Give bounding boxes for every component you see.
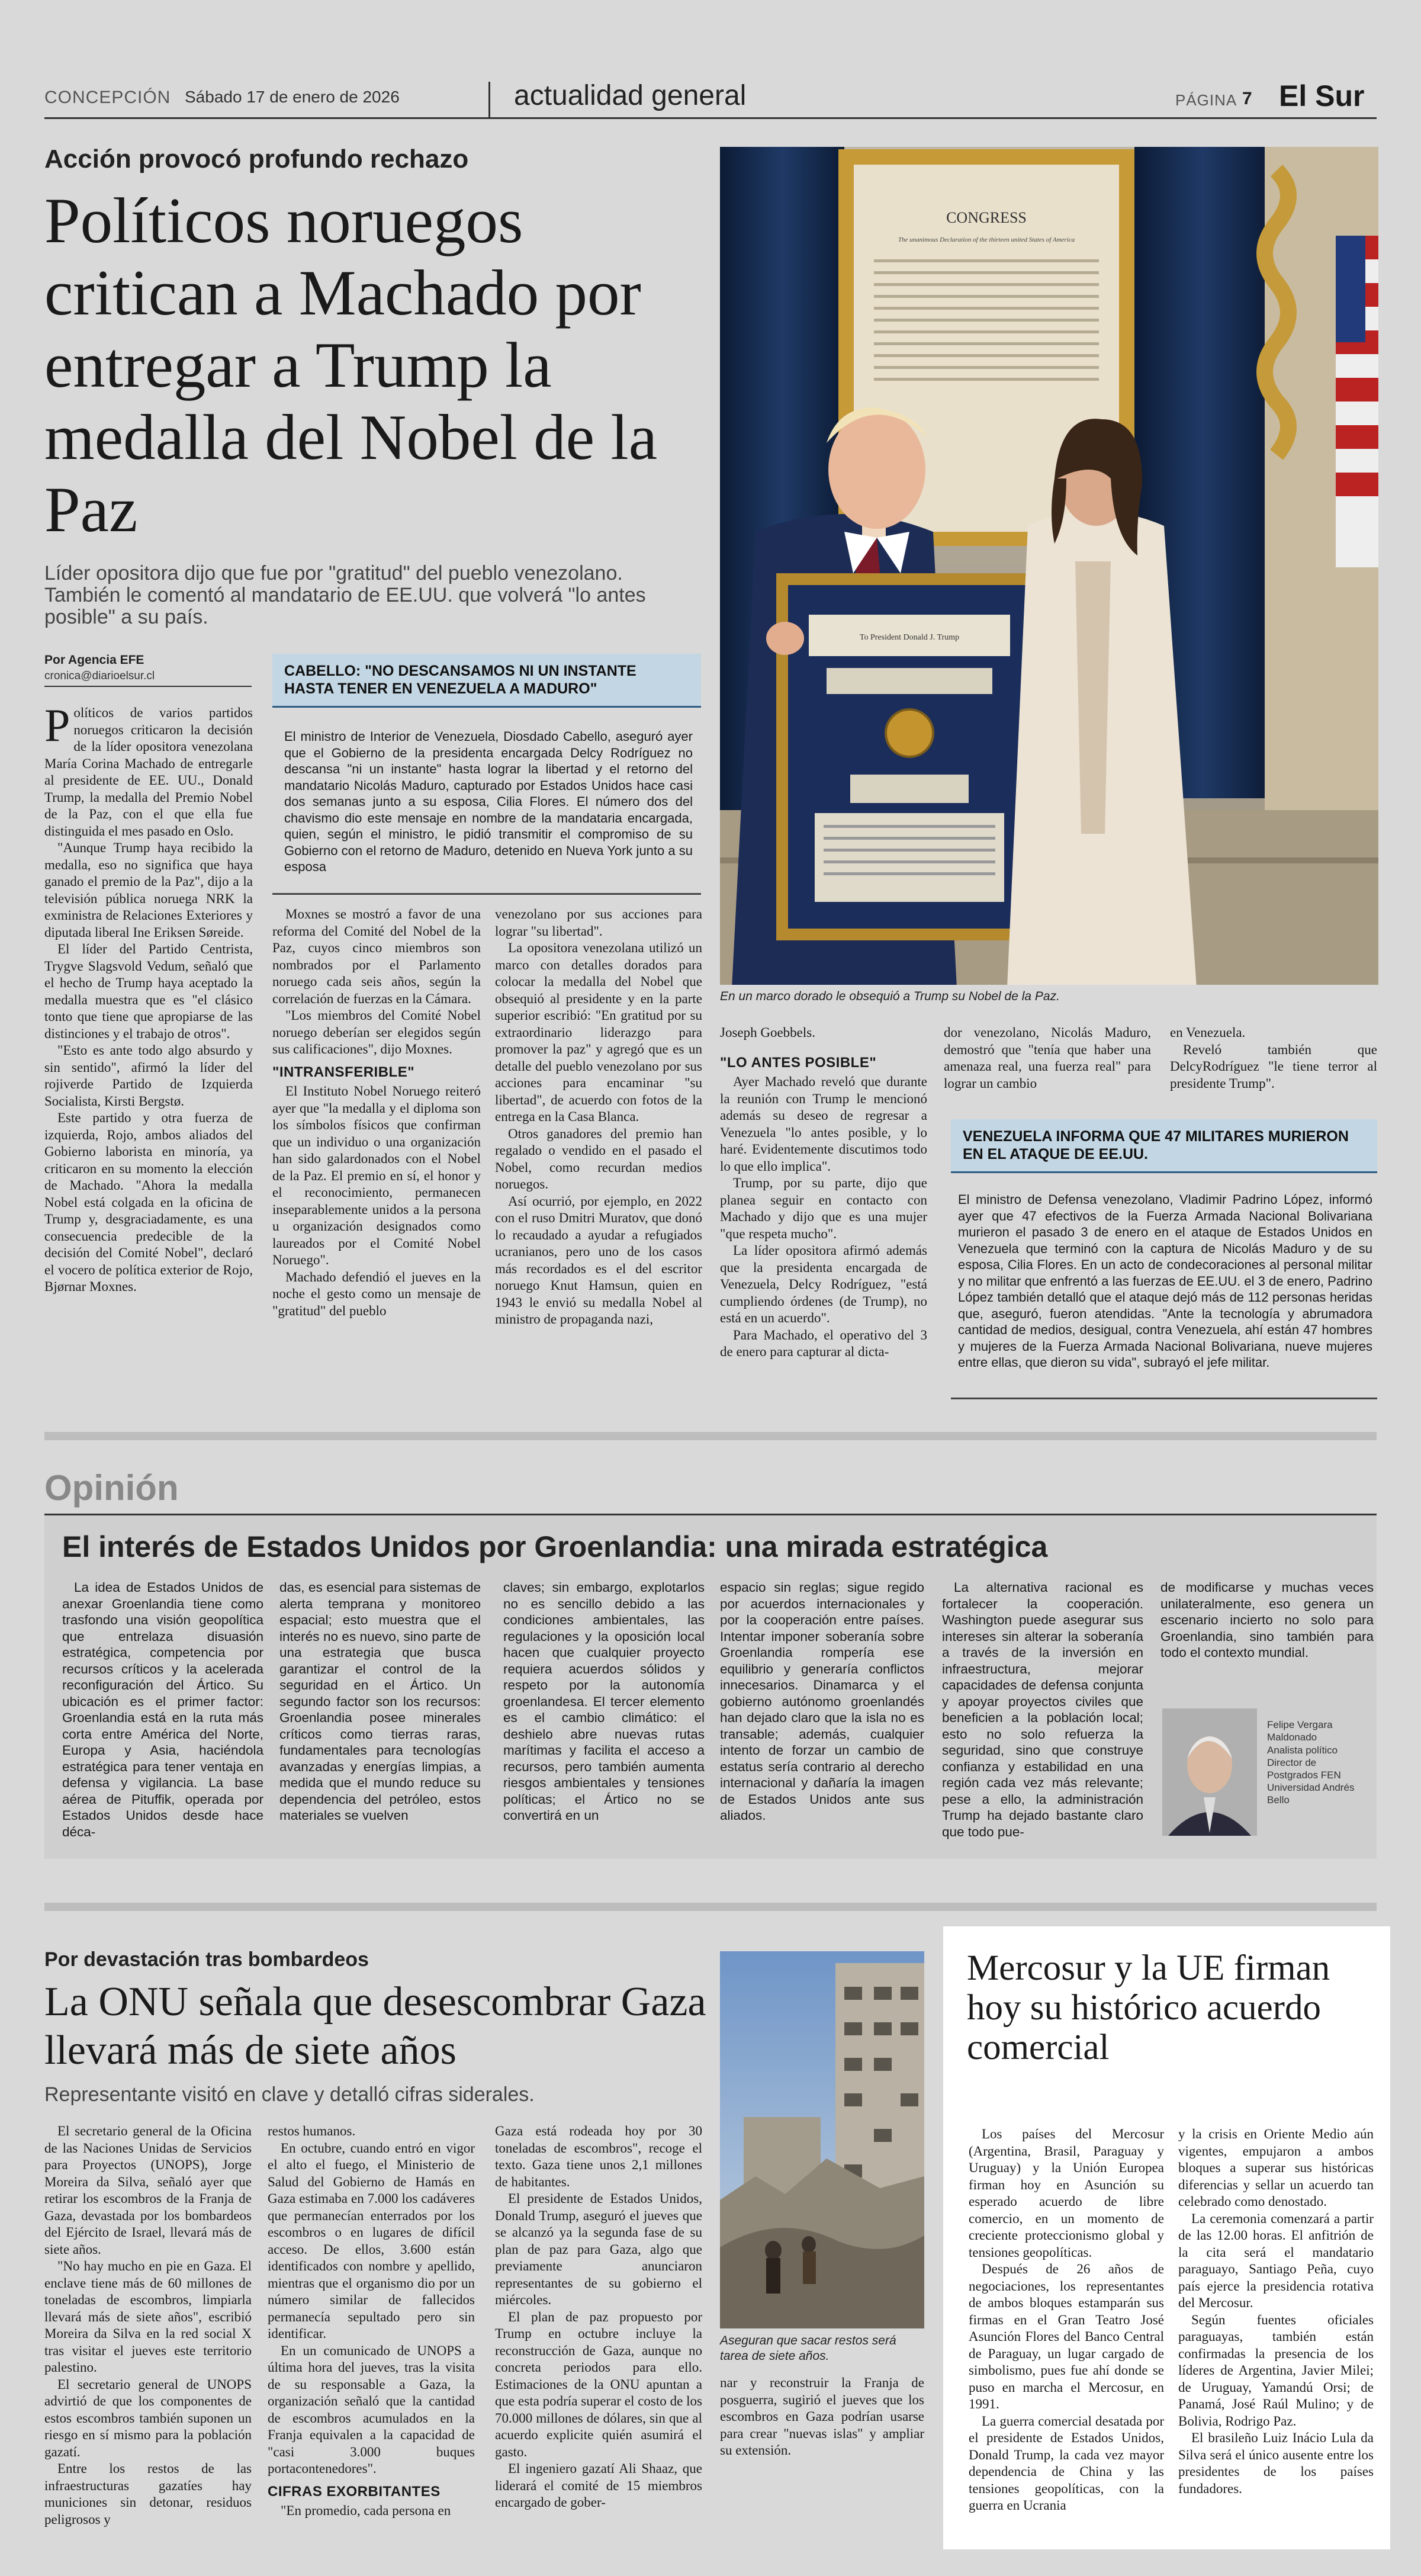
lead-col4-para-5: Para Machado, el operativo del 3 de enero para capturar al dicta-	[720, 1327, 927, 1359]
lead-col2-para-3: El Instituto Nobel Noruego reiteró ayer que "la medalla y el diploma son los símbolos físicos que confirman que un individuo o una organización han sido galardonados con el Nobel de la Paz. El premio en sí, el honor y el reconocimiento, permanecen inseparablemente unidos a la persona u organización designados como laureados por el Comité Nobel Noruego".	[272, 1084, 481, 1267]
lead-col2-subhead: "INTRANSFERIBLE"	[272, 1064, 415, 1080]
lead-headline: Políticos noruegos critican a Machado por entregar a Trump la medalla del Nobel de la Paz	[44, 185, 658, 545]
mercosur-col1-para-2: Después de 26 años de negociaciones, los representantes de ambos bloques estamparán sus firmas en el Gran Teatro José Asunción Flores del Banco Central de Paraguay, un lugar cargado de simbolismo, pues fue ahí donde se puso en marcha el Mercosur, en 1991.	[969, 2262, 1164, 2411]
mercosur-column-2	[1178, 2126, 1374, 2535]
lead-deck: Líder opositora dijo que fue por "gratitud" del pueblo venezolano. También le comentó al mandatario de EE.UU. que volverá "lo antes posible" a su país.	[44, 562, 646, 628]
gaza-col2-para-3: En un comunicado de UNOPS a última hora del jueves, tras la visita de su responsable a Gaza, la organización señaló que la cantidad de escombros acumulados en la Franja equivalen a la capacidad de "casi 3.000 buques portacontenedores".	[268, 2343, 475, 2476]
gaza-column-1	[44, 2123, 252, 2535]
masthead: El Sur	[1279, 79, 1365, 113]
lead-col6-para-1: en Venezuela.	[1170, 1025, 1246, 1040]
page-number: 7	[1242, 89, 1252, 108]
lead-column-4	[720, 1024, 927, 1415]
lead-col1-para-2: "Aunque Trump haya recibido la medalla, eso no significa que haya ganado el premio de la Paz", dijo a la televisión pública noruega NRK la exministra de Relaciones Exteriores y diputada liberal Ine Eriksen Søreide.	[44, 840, 253, 940]
lead-col1-para-4: "Esto es ante todo algo absurdo y sin sentido", afirmó la líder del rojiverde Partido de Izquierda Socialista, Kirsti Bergstø.	[44, 1043, 253, 1109]
header-rule	[44, 117, 1377, 119]
section-title: actualidad general	[514, 80, 747, 111]
military-box-title: VENEZUELA INFORMA QUE 47 MILITARES MURIERON EN EL ATAQUE DE EE.UU.	[951, 1119, 1377, 1173]
lead-col3-para-3: Otros ganadores del premio han regalado o vendido en el pasado el Nobel, como recurdan medios noruegos.	[495, 1126, 702, 1191]
opinion-col4-text: espacio sin reglas; sigue regido por acuerdos internacionales y por la cooperación entre países. Intentar imponer soberanía sobre Groenlandia rompería ese equilibrio y generaría conflictos innecesarios. Dinamarca y el gobierno autónomo groenlandés han dejado claro que la isla no es transable; además, cualquier intento de forzar un cambio de estatus sería contrario al derecho internacional y dañaría la imagen de Estados Unidos ante sus aliados.	[720, 1580, 924, 1823]
cabello-box-rule	[272, 893, 701, 895]
gaza-col1-para-3: El secretario general de UNOPS advirtió de que los componentes de estos escombros también suponen un riesgo en sí mismo para la población gazatí.	[44, 2376, 252, 2459]
header-date: Sábado 17 de enero de 2026	[185, 88, 400, 106]
gaza-column-3	[495, 2123, 702, 2535]
photo-congress-subtitle: The unanimous Declaration of the thirteen united States of America	[898, 236, 1075, 243]
gaza-column-4	[720, 2375, 924, 2535]
lead-col5-para-1: dor venezolano, Nicolás Maduro, demostró que "tenía que haber una amenaza real, una fuerza real" para lograr un cambio	[944, 1025, 1151, 1091]
mercosur-col2-para-1: y la crisis en Oriente Medio aún vigentes, empujaron a ambos bloques a superar sus históricas diferencias y sellar un acuerdo tan celebrado como denostado.	[1178, 2127, 1374, 2209]
gaza-column-2	[268, 2123, 475, 2535]
lead-photo-illustration	[720, 147, 1378, 985]
lead-col1-para-1-text: olíticos de varios partidos noruegos criticaron la decisión de la líder opositora venezolana María Corina Machado de entregarle al presidente de EE. UU., Donald Trump, la medalla del Premio Nobel de la Paz, con el que ella fue distinguida el mes pasado en Oslo.	[44, 705, 253, 839]
opinion-col2-text: das, es esencial para sistemas de alerta temprana y monitoreo espacial; esto muestra que el interés no es nuevo, sino parte de una estrategia que busca garantizar el control de la seguridad en el Ártico. Un segundo factor son los recursos: Groenlandia posee minerales críticos como tierras raras, fundamentales para tecnologías avanzadas y energías limpias, a medida que el mundo reduce su dependencia del petróleo, estos materiales se vuelven	[279, 1580, 481, 1823]
opinion-column-2	[279, 1579, 481, 1852]
mercosur-col1-para-1: Los países del Mercosur (Argentina, Brasil, Paraguay y Uruguay) y la Unión Europea firman hoy en Asunción su esperado acuerdo de libre comercio, en un momento de creciente proteccionismo global y tensiones geopolíticas.	[969, 2127, 1164, 2260]
lead-photo	[720, 147, 1378, 985]
gaza-photo	[720, 1951, 924, 2328]
gaza-col1-para-2: "No hay mucho en pie en Gaza. El enclave tiene más de 60 millones de toneladas de escombros, limpiarla llevará más de siete años", escribió Moreira da Silva en la red social X tras visitar el jueves este territorio palestino.	[44, 2259, 252, 2375]
author-role: Analista político Director de Postgrados FEN Universidad Andrés Bello	[1267, 1745, 1355, 1806]
gaza-headline: La ONU señala que desescombrar Gaza llevará más de siete años	[44, 1979, 706, 2073]
gaza-col3-para-2: El presidente de Estados Unidos, Donald Trump, aseguró el jueves que se alcanzó ya la segunda fase de su plan de paz para Gaza, algo que previamente anunciaron representantes de su gobierno el miércoles.	[495, 2191, 702, 2307]
lead-photo-caption: En un marco dorado le obsequió a Trump su Nobel de la Paz.	[720, 990, 1060, 1003]
opinion-col1-text: La idea de Estados Unidos de anexar Groenlandia tiene como trasfondo una visión geopolítica que entrelaza disuasión estratégica, competencia por recursos críticos y la acelerada reconfiguración del Ártico. Su ubicación es el primer factor: Groenlandia está en la ruta más corta entre América del Norte, Europa y Asia, haciéndola estratégica para tener ventaja en defensa y vigilancia. La base aérea de Pituffik, operada por Estados Unidos desde hace déca-	[62, 1580, 263, 1839]
lead-col4-para-4: La líder opositora afirmó además que la presidenta encargada de Venezuela, Delcy Rodríguez, "está cumpliendo órdenes (de Trump), no está en un acuerdo".	[720, 1243, 927, 1325]
opinion-column-3	[503, 1579, 705, 1852]
header-divider	[488, 82, 490, 117]
lead-kicker: Acción provocó profundo rechazo	[44, 144, 469, 174]
byline-rule	[44, 686, 252, 687]
lead-col4-subhead: "LO ANTES POSIBLE"	[720, 1054, 877, 1071]
author-photo	[1162, 1708, 1257, 1836]
lead-col3-para-4: Así ocurrió, por ejemplo, en 2022 con el ruso Dmitri Muratov, que donó lo recaudado a ayudar a refugiados ucranianos, pero uno de los casos más recordados es el del escritor noruego Knut Hamsun, quien en 1943 le envió su medalla Nobel al ministro de propaganda nazi,	[495, 1193, 702, 1326]
gaza-deck: Representante visitó en clave y detalló cifras siderales.	[44, 2083, 535, 2106]
gaza-col2-subhead: CIFRAS EXORBITANTES	[268, 2483, 441, 2500]
gaza-col4-para-1: nar y reconstruir la Franja de posguerra, sugirió el jueves que los escombros en Gaza podrían usarse para crear "nuevas islas" y ampliar su extensión.	[720, 2375, 924, 2458]
gaza-kicker: Por devastación tras bombardeos	[44, 1948, 369, 1971]
lead-byline: Por Agencia EFE	[44, 653, 144, 667]
photo-congress-text: CONGRESS	[946, 209, 1027, 226]
author-portrait	[1162, 1708, 1257, 1836]
gaza-col3-para-1: Gaza está rodeada hoy por 30 toneladas de escombros", recoge el texto. Gaza tiene unos 2,1 millones de habitantes.	[495, 2124, 702, 2189]
lead-column-2	[272, 906, 481, 1412]
gaza-col2-para-2: En octubre, cuando entró en vigor el alto el fuego, el Ministerio de Salud del Gobierno de Hamás en Gaza estimaba en 7.000 los cadáveres que permanecían enterrados por los escombros o en lugares de difícil acceso. De ellos, 3.600 están identificados con nombre y apellido, mientras que el organismo dio por un número similar de fallecidos permanecía sepultado pero sin identificar.	[268, 2140, 475, 2341]
gaza-rubble-illustration	[720, 1951, 924, 2328]
cabello-box-title: CABELLO: "NO DESCANSAMOS NI UN INSTANTE HASTA TENER EN VENEZUELA A MADURO"	[272, 654, 701, 708]
lead-col1-para-3: El líder del Partido Centrista, Trygve Slagsvold Vedum, señaló que el hecho de Trump haya aceptado la medalla muestra que es "el clásico tonto que tiene que apropiarse de las distinciones y el trabajo de otros".	[44, 942, 253, 1041]
gaza-col2-para-4: "En promedio, cada persona en	[281, 2503, 451, 2518]
opinion-col6-text: de modificarse y muchas veces unilateralmente, eso genera un escenario incierto no solo para Groenlandia, sino también para todo el contexto mundial.	[1160, 1580, 1374, 1660]
lead-col4-para-2: Ayer Machado reveló que durante la reunión con Trump le mencionó además su deseo de regresar a Venezuela "lo antes posible, y lo haré. Evidentemente discutimos todo lo que ello implica".	[720, 1074, 927, 1174]
lead-column-5	[944, 1024, 1151, 1101]
gaza-col2-para-1: restos humanos.	[268, 2124, 356, 2138]
header-city: CONCEPCIÓN	[44, 88, 171, 107]
gaza-photo-caption: Aseguran que sacar restos será tarea de siete años.	[720, 2334, 896, 2363]
lead-column-6	[1170, 1024, 1377, 1101]
lead-col4-para-1: Joseph Goebbels.	[720, 1025, 815, 1040]
opinion-label: Opinión	[44, 1468, 179, 1508]
opinion-headline: El interés de Estados Unidos por Groenlandia: una mirada estratégica	[62, 1530, 1048, 1563]
mercosur-column-1	[969, 2126, 1164, 2535]
lead-col1-para-5: Este partido y otra fuerza de izquierda, Rojo, ambos aliados del Gobierno laborista en minoría, ya criticaron en su momento la elección de Machado. "Ahora la medalla Nobel está colgada en la oficina de Trump y, desgraciadamente, es una consecuencia predecible de la decisión del Comité Nobel", declaró el vocero de política exterior de Rojo, Bjørnar Moxnes.	[44, 1110, 253, 1294]
lead-col6-para-2: Reveló también que DelcyRodríguez "le tiene terror al presidente Trump".	[1170, 1042, 1377, 1091]
section-rule-1	[44, 1432, 1377, 1440]
lead-column-1	[44, 705, 253, 1412]
lead-col2-para-2: "Los miembros del Comité Nobel noruego deberían ser elegidos según sus calificaciones", dijo Moxnes.	[272, 1008, 481, 1056]
mercosur-col2-para-2: La ceremonia comenzará a partir de las 12.00 horas. El anfitrión de la cita será el mandatario paraguayo, Santiago Peña, cuyo país ejerce la presidencia rotativa del Mercosur.	[1178, 2211, 1374, 2310]
opinion-col3-text: claves; sin embargo, explotarlos no es sencillo debido a las condiciones ambientales, las regulaciones y la oposición local hacen que cualquier proyecto requiera acuerdos sólidos y respeto por la autonomía groenlandesa. El tercer elemento es el cambio climático: el deshielo abre nuevas rutas marítimas y facilita el acceso a recursos, pero también aumenta riesgos ambientales y tensiones políticas; el Ártico no se convertirá en un	[503, 1580, 705, 1823]
opinion-col5-text: La alternativa racional es fortalecer la cooperación. Washington puede asegurar sus intereses sin alterar la soberanía a través de la inversión en infraestructura, mejorar capacidades de defensa conjunta y apoyar proyectos civiles que beneficien a la población local; esto no solo refuerza la seguridad, sino que construye confianza y estabilidad en una región cada vez más relevante; pese a ello, la administración Trump ha dejado bastante claro que todo pue-	[942, 1580, 1143, 1839]
opinion-column-6	[1160, 1579, 1374, 1662]
opinion-column-5	[942, 1579, 1143, 1852]
lead-col4-para-3: Trump, por su parte, dijo que planea seguir en contacto con Machado y dijo que es una mujer "que respeta mucho".	[720, 1175, 927, 1241]
gaza-col1-para-1: El secretario general de la Oficina de las Naciones Unidas de Servicios para Proyectos (UNOPS), Jorge Moreira da Silva, señaló ayer que retirar los escombros de la Franja de Gaza, devastada por los bombardeos del Ejército de Israel, llevará más de siete años.	[44, 2124, 252, 2257]
page-label: PÁGINA	[1175, 91, 1237, 109]
mercosur-col2-para-3: Según fuentes oficiales paraguayas, también están confirmadas la presencia de los líderes de Argentina, Javier Milei; de Uruguay, Yamandú Orsi; de Panamá, José Raúl Mulino; y de Bolivia, Rodrigo Paz.	[1178, 2312, 1374, 2429]
military-box-rule	[951, 1398, 1377, 1399]
lead-col2-para-4: Machado defendió el jueves en la noche el gesto como un mensaje de "gratitud" del pueblo	[272, 1269, 481, 1318]
gaza-col1-para-4: Entre los restos de las infraestructuras gazatíes hay municiones sin detonar, residuos peligrosos y	[44, 2461, 252, 2527]
lead-col3-para-1: venezolano por sus acciones para lograr "su libertad".	[495, 907, 702, 939]
author-name: Felipe Vergara Maldonado	[1267, 1719, 1333, 1743]
photo-frame-title: To President Donald J. Trump	[859, 633, 960, 642]
mercosur-col2-para-4: El brasileño Luiz Inácio Lula da Silva será el único ausente entre los presidentes de los países fundadores.	[1178, 2430, 1374, 2496]
military-box-body: El ministro de Defensa venezolano, Vladimir Padrino López, informó ayer que 47 efectivos de la Fuerza Armada Nacional Bolivariana murieron el pasado 3 de enero en el ataque de Estados Unidos en Venezuela que terminó con la captura de Nicolás Maduro y de su esposa, Cilia Flores. En un acto de condecoraciones al personal militar y no militar que enfrentó a las fuerzas de EE.UU. el 3 de enero, Padrino López también detalló que el ataque dejó más de 112 personas heridas que, aseguró, fueron atendidas. "Ante la tecnología y abrumadora cantidad de medios, desigual, contra Venezuela, ahí están 47 hombres y mujeres de la Fuerza Armada Nacional Bolivariana, nueve mujeres entre ellas, que dieron su vida", subrayó el jefe militar.	[958, 1192, 1372, 1370]
lead-dropcap: P	[44, 705, 70, 751]
opinion-column-4	[720, 1579, 924, 1852]
cabello-box-body: El ministro de Interior de Venezuela, Diosdado Cabello, aseguró ayer que el Gobierno de la presidenta encargada Delcy Rodríguez no descansa "ni un instante" hasta lograr la libertad y el retorno del mandatario Nicolás Maduro, capturado por Estados Unidos hace casi dos semanas junto a su esposa, Cilia Flores. El número dos del chavismo dio este mensaje en nombre de la mandataria encargada, quien, según el ministro, le pidió transmitir el compromiso de su Gobierno con el retorno de Maduro, detenido en Nueva York junto a su esposa	[284, 729, 693, 874]
opinion-column-1	[62, 1579, 263, 1852]
mercosur-headline: Mercosur y la UE firman hoy su histórico acuerdo comercial	[967, 1948, 1330, 2067]
gaza-col3-para-4: El ingeniero gazatí Ali Shaaz, que liderará el comité de 15 miembros encargado de gober-	[495, 2461, 702, 2510]
lead-col2-para-1: Moxnes se mostró a favor de una reforma del Comité del Nobel de la Paz, cuyos cinco miembros son nombrados por el Parlamento noruego cada seis años, según la correlación de fuerzas en la Cámara.	[272, 907, 481, 1006]
section-rule-2	[44, 1903, 1377, 1911]
gaza-col3-para-3: El plan de paz propuesto por Trump en octubre incluye la reconstrucción de Gaza, aunque no concreta periodos para ello. Estimaciones de la ONU apuntan a que esta podría superar el costo de los 70.000 millones de dólares, sin que al acuerdo explicite quién asumirá el gasto.	[495, 2309, 702, 2459]
lead-column-3	[495, 906, 702, 1412]
lead-col1-para-1	[44, 705, 253, 840]
lead-email[interactable]: cronica@diarioelsur.cl	[44, 670, 155, 682]
mercosur-col1-para-3: La guerra comercial desatada por el presidente de Estados Unidos, Donald Trump, la cada vez mayor dependencia de China y las tensiones geopolíticas, con la guerra en Ucrania	[969, 2413, 1164, 2513]
lead-col3-para-2: La opositora venezolana utilizó un marco con detalles dorados para colocar la medalla del Nobel que obsequió al presidente y en la parte superior escribió: "En gratitud por su extraordinario liderazgo para promover la paz" y agregó que es un detalle del pueblo venezolano por sus acciones para encaminar "su libertad", de acuerdo con fotos de la entrega en la Casa Blanca.	[495, 940, 702, 1124]
